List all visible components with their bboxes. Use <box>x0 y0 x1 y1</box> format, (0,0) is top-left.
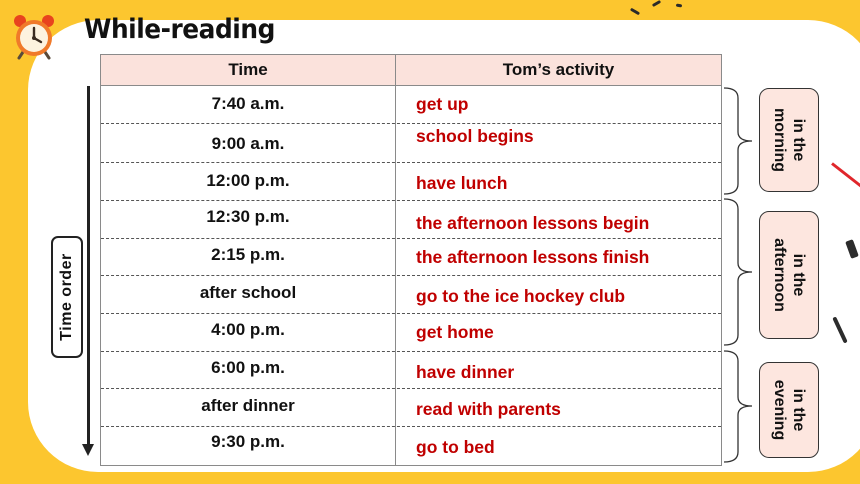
row-activity: get up <box>416 94 469 114</box>
period-evening <box>759 362 819 458</box>
table-row <box>101 201 721 239</box>
brace-afternoon <box>722 197 758 347</box>
table-row <box>101 389 721 427</box>
period-morning <box>759 88 819 192</box>
table-row <box>101 124 721 163</box>
row-activity: have dinner <box>416 362 515 382</box>
table-row <box>101 276 721 314</box>
brace-evening <box>722 349 758 464</box>
row-activity: read with parents <box>416 399 561 419</box>
column-header-activity: Tom’s activity <box>502 60 615 79</box>
period-line: in the <box>790 118 807 162</box>
period-afternoon <box>759 211 819 339</box>
row-time: 7:40 a.m. <box>211 94 285 113</box>
time-order-label-box <box>51 236 83 358</box>
table-row <box>101 427 721 464</box>
decorative-dash <box>652 0 661 7</box>
row-activity: have lunch <box>416 173 508 193</box>
time-order-label: Time order <box>58 253 75 341</box>
table-row <box>101 86 721 124</box>
row-activity: get home <box>416 322 494 342</box>
page-title: While-reading <box>84 14 275 45</box>
time-order-arrow <box>87 86 90 448</box>
alarm-clock-icon <box>10 12 58 60</box>
row-time: after school <box>199 283 297 302</box>
table-row <box>101 163 721 201</box>
row-activity: go to the ice hockey club <box>416 286 626 306</box>
table-row <box>101 314 721 352</box>
row-activity: the afternoon lessons finish <box>416 247 650 267</box>
period-line: evening <box>771 379 788 441</box>
schedule-table <box>100 54 722 466</box>
period-line: in the <box>790 388 807 432</box>
arrow-down-icon <box>82 444 94 456</box>
decorative-dash <box>630 8 640 16</box>
row-time: 6:00 p.m. <box>211 358 285 377</box>
row-time: 12:30 p.m. <box>206 207 290 226</box>
period-line: in the <box>790 253 807 297</box>
period-line: morning <box>771 108 788 172</box>
row-time: 4:00 p.m. <box>211 320 285 339</box>
row-activity: the afternoon lessons begin <box>416 213 650 233</box>
row-activity: school begins <box>416 126 534 146</box>
column-header-time: Time <box>228 60 268 79</box>
row-time: 9:00 a.m. <box>211 134 285 153</box>
column-divider <box>395 55 396 465</box>
decorative-dash <box>676 4 682 8</box>
period-line: afternoon <box>771 238 788 312</box>
row-time: 12:00 p.m. <box>206 171 290 190</box>
brace-morning <box>722 86 758 196</box>
table-row <box>101 239 721 276</box>
row-activity: go to bed <box>416 437 495 457</box>
table-row <box>101 352 721 389</box>
table-header <box>101 55 721 86</box>
row-time: after dinner <box>201 396 295 415</box>
row-time: 9:30 p.m. <box>211 432 285 451</box>
row-time: 2:15 p.m. <box>211 245 285 264</box>
